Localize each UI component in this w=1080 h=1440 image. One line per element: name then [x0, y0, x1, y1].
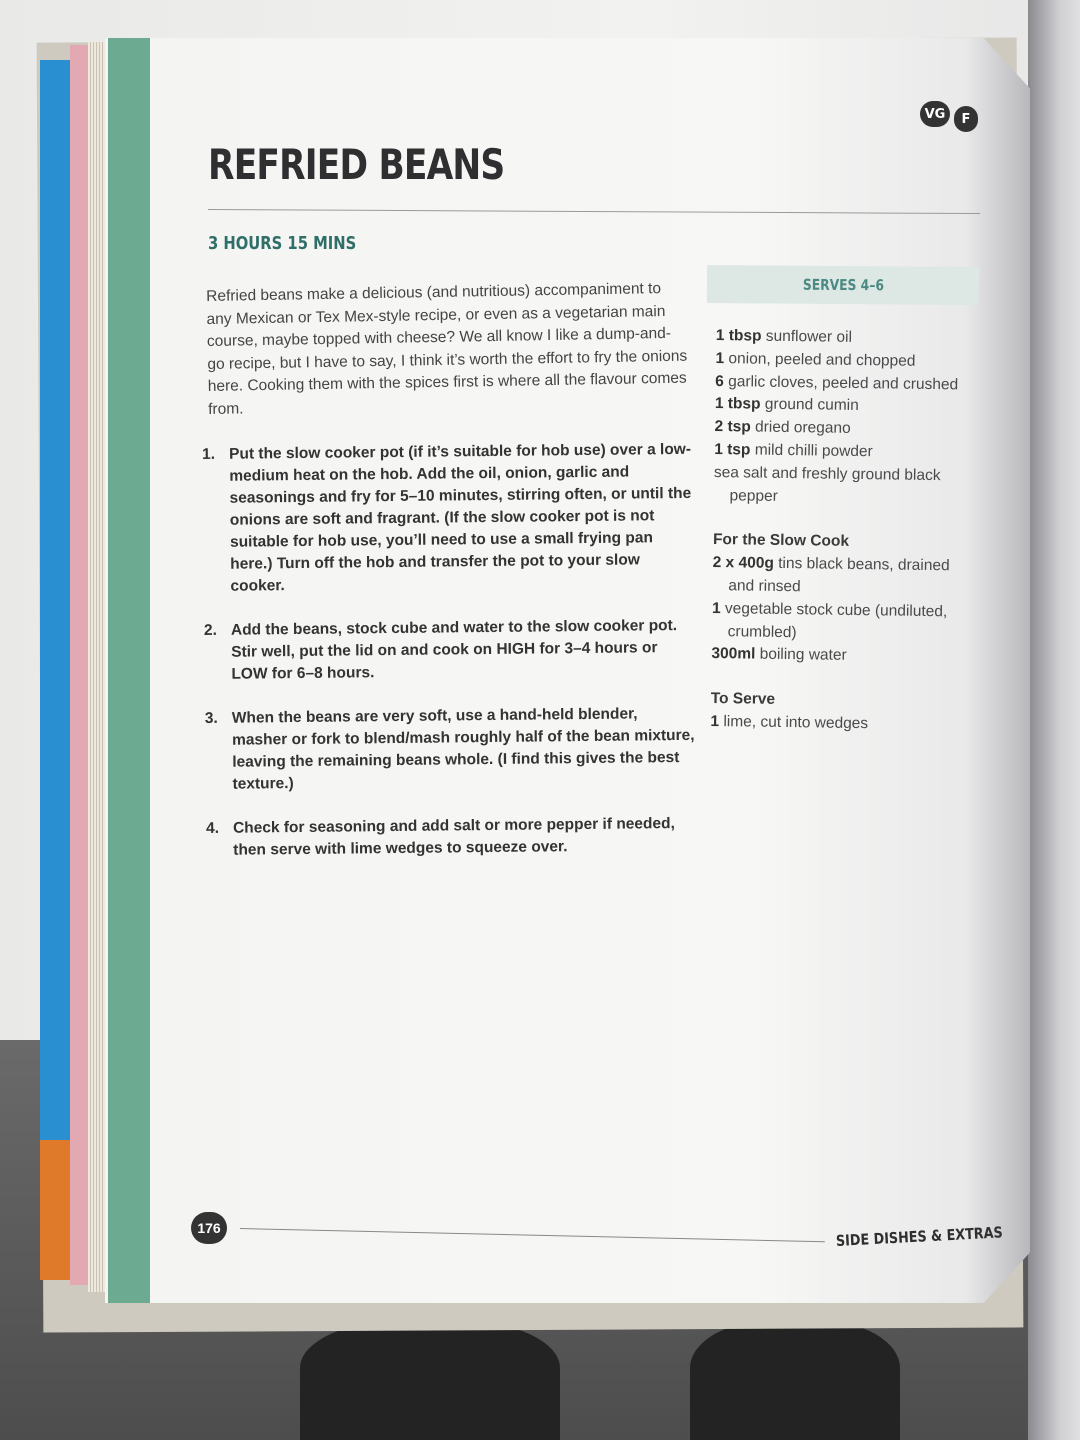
step-text: Put the slow cooker pot (if it’s suitable for hob use) over a low-medium heat on the hob. Add the oil, onion, garlic and seasonings and fry for 5–10 minutes, stirring often, or until the onions are soft and fragrant. (If the slow cooker pot is not suitable for hob use, you’ll need to use a small frying pan here.) Turn off the hob and transfer the pot to your slow cooker. — [229, 440, 692, 595]
ingredient-name: garlic cloves, peeled and crushed — [723, 372, 959, 393]
ingredient-item — [716, 325, 978, 351]
method-step — [204, 615, 695, 686]
ingredients-list — [710, 325, 978, 737]
ingredient-name: ground cumin — [760, 396, 859, 415]
ingredient-qty: 300ml — [711, 645, 756, 663]
ingredient-name: boiling water — [755, 645, 847, 665]
recipe-intro: Refried beans make a delicious (and nutritious) accompaniment to any Mexican or Tex Mex-style recipe, or even as a vegetarian main course, maybe topped with cheese? We all know I like a dump-and-go recipe, but I have to say, I think it’s worth the effort to fry the onions here. Cooking them with the spices first is where all the flavour comes from. — [206, 280, 688, 418]
ingredient-item — [713, 462, 976, 511]
slow-cook-heading: For the Slow Cook — [712, 531, 850, 551]
ingredient-name: dried oregano — [750, 418, 851, 438]
ingredient-qty: 1 — [710, 712, 720, 731]
step-number: 2. — [203, 621, 217, 639]
to-serve-heading: To Serve — [710, 690, 776, 709]
ingredient-qty: 1 — [711, 599, 721, 617]
ingredient-item — [712, 598, 975, 647]
method-step — [202, 439, 694, 598]
ingredient-qty: 2 x 400g — [712, 554, 774, 573]
ingredient-item — [710, 711, 972, 737]
book-cover-edge — [40, 60, 70, 1280]
method-steps — [202, 439, 697, 884]
step-number: 1. — [202, 445, 216, 463]
ingredient-qty: 6 — [715, 372, 724, 390]
book-right-edge — [1028, 0, 1080, 1440]
step-text: Check for seasoning and add salt or more pepper if needed, then serve with lime wedges to squeeze over. — [232, 815, 675, 859]
section-name: SIDE DISHES & EXTRAS — [835, 1223, 1004, 1250]
serves-label: SERVES 4–6 — [802, 275, 884, 295]
step-text: When the beans are very soft, use a hand-held blender, masher or fork to blend/mash roughly half of the bean mixture, leaving the remaining beans whole. (I find this gives the best texture.) — [231, 705, 695, 793]
page-side-stripe — [108, 38, 150, 1303]
ingredient-qty: 1 tsp — [714, 440, 751, 459]
recipe-title: REFRIED BEANS — [208, 140, 505, 189]
ingredient-qty: 2 tsp — [714, 418, 751, 436]
ingredient-name: sunflower oil — [761, 327, 853, 346]
serves-bar — [707, 265, 979, 305]
ingredient-item — [714, 439, 976, 465]
ingredient-name: tins black beans, drained and rinsed — [728, 555, 950, 596]
page-edges-pink — [70, 45, 90, 1285]
method-step — [205, 703, 696, 796]
ingredient-item — [711, 643, 973, 669]
ingredient-item — [715, 348, 977, 374]
freezable-badge: F — [954, 106, 978, 132]
ingredient-qty: 1 tbsp — [715, 326, 762, 345]
ingredient-name: vegetable stock cube (undiluted, crumbled) — [720, 599, 948, 641]
ingredient-name: lime, cut into wedges — [718, 713, 869, 733]
vegetarian-badge: VG — [920, 101, 950, 127]
shadow-left — [300, 1320, 560, 1440]
ingredient-name: onion, peeled and chopped — [724, 349, 916, 370]
ingredient-name: mild chilli powder — [750, 441, 873, 461]
ingredient-qty: 1 tbsp — [714, 395, 761, 414]
step-number: 4. — [205, 819, 220, 837]
book-cover-orange — [40, 1140, 70, 1280]
method-step — [206, 813, 696, 862]
cook-time: 3 HOURS 15 MINS — [208, 233, 357, 254]
ingredient-qty: 1 — [715, 349, 725, 367]
step-text: Add the beans, stock cube and water to the slow cooker pot. Stir well, put the lid on and cook on HIGH for 3–4 hours or LOW for 6–8 hours. — [230, 617, 678, 683]
page-number: 176 — [191, 1212, 227, 1244]
step-number: 3. — [204, 709, 218, 727]
shadow-right — [690, 1320, 900, 1440]
ingredient-item — [712, 552, 975, 601]
ingredient-name: sea salt and freshly ground black pepper — [713, 463, 941, 505]
